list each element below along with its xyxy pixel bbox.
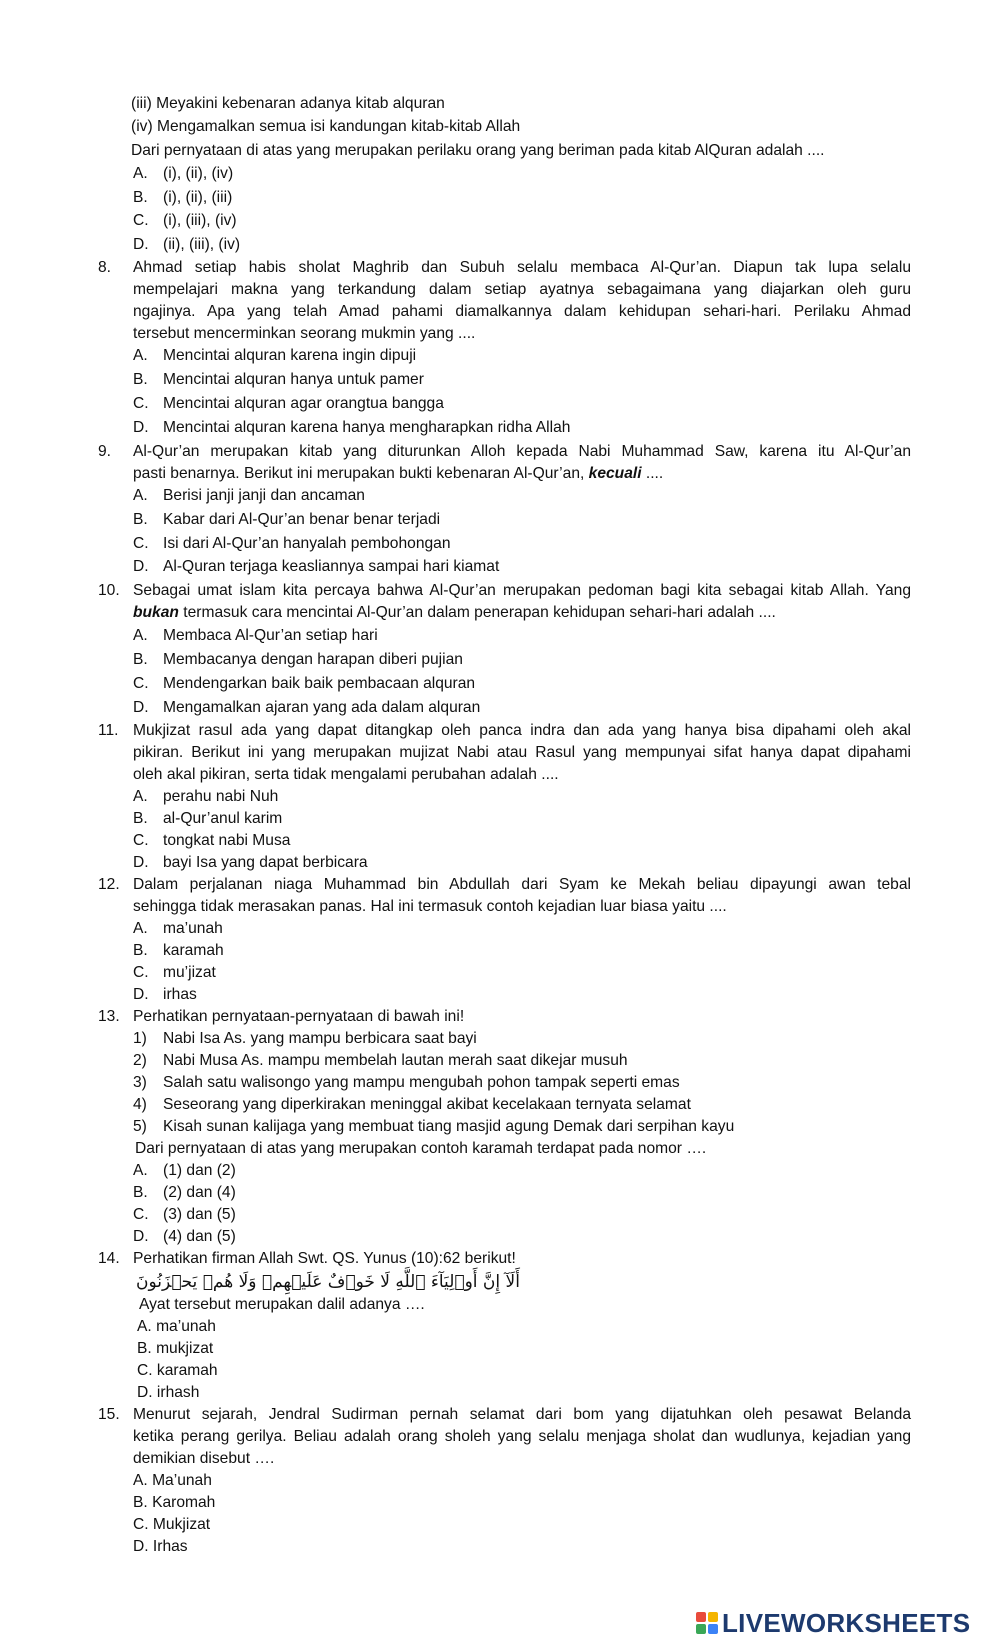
option-text: irhas [163, 986, 197, 1003]
option-d [133, 418, 570, 438]
option-letter: D. [133, 699, 149, 716]
option-text: Mencintai alquran agar orangtua bangga [163, 395, 444, 412]
statement-item [133, 1073, 680, 1093]
option-letter: B. [133, 1184, 148, 1201]
option-c [133, 534, 451, 554]
statement-text: Kisah sunan kalijaga yang membuat tiang masjid agung Demak dari serpihan kayu [163, 1118, 735, 1135]
logo-square [696, 1624, 706, 1634]
arabic-verse: أَلَآ إِنَّ أَوۡلِيَآءَ ٱللَّهِ لَا خَوۡفٌ عَلَيۡهِمۡ وَلَا هُمۡ يَحۡزَنُونَ [136, 1272, 520, 1292]
option-letter: B. [133, 371, 148, 388]
option-letter: B. [133, 189, 148, 206]
option-c [133, 394, 444, 414]
option-text: tongkat nabi Musa [163, 832, 291, 849]
option-c [133, 831, 290, 851]
option-letter: C. [133, 395, 149, 412]
option-text: karamah [163, 942, 224, 959]
statement-text: Nabi Isa As. yang mampu berbicara saat bayi [163, 1030, 477, 1047]
option-text: (3) dan (5) [163, 1206, 236, 1223]
question-number: 9. [98, 443, 112, 460]
option-letter: B. [133, 651, 148, 668]
option-text: Membaca Al-Qur’an setiap hari [163, 627, 378, 644]
question-text-line: Sebagai umat islam kita percaya bahwa Al-Qur’an merupakan pedoman bagi kita sebagai kitab Allah. Yang [133, 582, 911, 599]
option-letter: D. [133, 558, 149, 575]
question-number: 14. [98, 1250, 120, 1267]
logo-square [696, 1612, 706, 1622]
question-text-line: Al-Qur’an merupakan kitab yang diturunkan Alloh kepada Nabi Muhammad Saw, karena itu Al-Qur’an [133, 443, 911, 460]
question-text-line: Dari pernyataan di atas yang merupakan contoh karamah terdapat pada nomor …. [135, 1140, 707, 1157]
option-letter: C. [133, 535, 149, 552]
option-d [133, 1227, 236, 1247]
option-c: C. Mukjizat [133, 1516, 211, 1533]
emphasis-word: kecuali [588, 465, 642, 482]
option-text: bayi Isa yang dapat berbicara [163, 854, 368, 871]
option-text: Mencintai alquran karena hanya mengharapkan ridha Allah [163, 419, 571, 436]
question-text-line: Ahmad setiap habis sholat Maghrib dan Subuh selalu membaca Al-Qur’an. Diapun tak lupa selalu [133, 259, 911, 276]
option-letter: A. [133, 165, 148, 182]
option-letter: C. [133, 964, 149, 981]
question-text-line: sehingga tidak merasakan panas. Hal ini termasuk contoh kejadian luar biasa yaitu .... [133, 898, 727, 915]
option-b [133, 188, 232, 208]
option-letter: B. [133, 942, 148, 959]
option-text: (i), (ii), (iii) [163, 189, 233, 206]
option-letter: B. [133, 810, 148, 827]
question-text-line: Mukjizat rasul ada yang dapat ditangkap oleh panca indra dan ada yang hanya bisa dipahami oleh akal [133, 722, 911, 739]
option-d [133, 235, 240, 255]
text-run: termasuk cara mencintai Al-Qur’an dalam penerapan kehidupan sehari-hari adalah .... [178, 604, 776, 621]
question-text-line: pikiran. Berikut ini yang merupakan mujizat Nabi atau Rasul yang mempunyai sifat hanya dapat dipahami [133, 744, 911, 761]
logo-square [708, 1612, 718, 1622]
option-letter: D. [133, 1228, 149, 1245]
option-d [133, 557, 499, 577]
statement-item [133, 1095, 691, 1115]
statement-item [133, 1117, 734, 1137]
option-text: mu’jizat [163, 964, 216, 981]
option-text: Mencintai alquran karena ingin dipuji [163, 347, 417, 364]
question-number: 11. [98, 722, 119, 739]
option-b [133, 650, 463, 670]
question-text-line [133, 603, 776, 623]
option-c [133, 674, 475, 694]
option-letter: D. [133, 986, 149, 1003]
statement-number: 3) [133, 1074, 147, 1091]
question-stem: Perhatikan firman Allah Swt. QS. Yunus (10):62 berikut! [133, 1250, 516, 1267]
option-b [133, 510, 440, 530]
option-a: A. Ma’unah [133, 1472, 212, 1489]
statement-text: Nabi Musa As. mampu membelah lautan merah saat dikejar musuh [163, 1052, 628, 1069]
question-text-line: mempelajari makna yang terkandung dalam setiap ayatnya sebagaimana yang diajarkan oleh guru [133, 281, 911, 298]
option-c [133, 211, 237, 231]
option-b: B. Karomah [133, 1494, 216, 1511]
option-text: Mencintai alquran hanya untuk pamer [163, 371, 424, 388]
option-letter: A. [133, 347, 148, 364]
option-d: D. irhash [137, 1384, 200, 1401]
statement-number: 2) [133, 1052, 147, 1069]
option-c [133, 1205, 236, 1225]
option-c: C. karamah [137, 1362, 218, 1379]
option-text: Membacanya dengan harapan diberi pujian [163, 651, 463, 668]
option-b [133, 941, 224, 961]
option-a [133, 787, 278, 807]
option-a: A. ma’unah [137, 1318, 216, 1335]
liveworksheets-logo[interactable] [696, 1607, 971, 1638]
option-text: (ii), (iii), (iv) [163, 236, 241, 253]
option-a [133, 1161, 236, 1181]
option-text: al-Qur’anul karim [163, 810, 283, 827]
option-text: Isi dari Al-Qur’an hanyalah pembohongan [163, 535, 451, 552]
option-text: perahu nabi Nuh [163, 788, 279, 805]
question-number: 10. [98, 582, 120, 599]
question-number: 8. [98, 259, 112, 276]
question-text-line: ngajinya. Apa yang telah Amad pahami diamalkannya dalam kehidupan sehari-hari. Perilaku Ahmad [133, 303, 911, 320]
question-stem: Dari pernyataan di atas yang merupakan perilaku orang yang beriman pada kitab AlQuran adalah .... [131, 142, 825, 159]
option-b: B. mukjizat [137, 1340, 214, 1357]
option-d [133, 698, 480, 718]
question-text-line: Dalam perjalanan niaga Muhammad bin Abdullah dari Syam ke Mekah beliau dipayungi awan tebal [133, 876, 911, 893]
text-run: pasti benarnya. Berikut ini merupakan bukti kebenaran Al-Qur’an, [133, 465, 589, 482]
option-text: (2) dan (4) [163, 1184, 236, 1201]
option-text: Mendengarkan baik baik pembacaan alquran [163, 675, 476, 692]
option-text: ma’unah [163, 920, 223, 937]
option-text: Mengamalkan ajaran yang ada dalam alquran [163, 699, 481, 716]
option-a [133, 919, 223, 939]
question-text-line: Menurut sejarah, Jendral Sudirman pernah selamat dari bom yang dijatuhkan oleh pesawat Belanda [133, 1406, 911, 1423]
question-stem: Perhatikan pernyataan-pernyataan di bawah ini! [133, 1008, 465, 1025]
option-d: D. Irhas [133, 1538, 188, 1555]
question-text-line: demikian disebut …. [133, 1450, 275, 1467]
option-a [133, 486, 365, 506]
option-b [133, 1183, 236, 1203]
option-letter: C. [133, 212, 149, 229]
question-text-line: tersebut mencerminkan seorang mukmin yang .... [133, 325, 476, 342]
question-text-line: ketika perang gerilya. Beliau adalah orang sholeh yang selalu menjaga sholat dan wudlunya, kejadian yang [133, 1428, 911, 1445]
logo-square [708, 1624, 718, 1634]
option-text: Berisi janji janji dan ancaman [163, 487, 365, 504]
option-a [133, 626, 378, 646]
option-letter: A. [133, 920, 148, 937]
question-number: 12. [98, 876, 120, 893]
option-letter: C. [133, 832, 149, 849]
option-letter: D. [133, 854, 149, 871]
question-number: 15. [98, 1406, 120, 1423]
option-d [133, 853, 368, 873]
option-a [133, 164, 233, 184]
statement-item [133, 1029, 477, 1049]
statement-item [133, 1051, 628, 1071]
statement-number: 5) [133, 1118, 147, 1135]
question-text-line: Ayat tersebut merupakan dalil adanya …. [139, 1296, 425, 1313]
option-letter: C. [133, 675, 149, 692]
option-text: (4) dan (5) [163, 1228, 236, 1245]
option-d [133, 985, 197, 1005]
question-text-line: oleh akal pikiran, serta tidak mengalami perubahan adalah .... [133, 766, 559, 783]
option-text: Kabar dari Al-Qur’an benar benar terjadi [163, 511, 441, 528]
option-text: (i), (ii), (iv) [163, 165, 234, 182]
statement-iii: (iii) Meyakini kebenaran adanya kitab alquran [131, 95, 445, 112]
option-text: Al-Quran terjaga keasliannya sampai hari kiamat [163, 558, 500, 575]
option-letter: D. [133, 236, 149, 253]
text-run: .... [641, 465, 664, 482]
question-text-line [133, 464, 663, 484]
option-letter: A. [133, 627, 148, 644]
statement-number: 4) [133, 1096, 147, 1113]
statement-iv: (iv) Mengamalkan semua isi kandungan kitab-kitab Allah [131, 118, 521, 135]
option-letter: B. [133, 511, 148, 528]
logo-text: LIVEWORKSHEETS [722, 1607, 971, 1638]
option-letter: A. [133, 487, 148, 504]
statement-text: Salah satu walisongo yang mampu mengubah pohon tampak seperti emas [163, 1074, 680, 1091]
option-b [133, 809, 282, 829]
option-letter: A. [133, 788, 148, 805]
option-letter: D. [133, 419, 149, 436]
option-text: (i), (iii), (iv) [163, 212, 237, 229]
option-letter: C. [133, 1206, 149, 1223]
statement-text: Seseorang yang diperkirakan meninggal akibat kecelakaan ternyata selamat [163, 1096, 691, 1113]
option-text: (1) dan (2) [163, 1162, 236, 1179]
logo-icon [696, 1612, 718, 1634]
option-b [133, 370, 424, 390]
option-c [133, 963, 216, 983]
question-number: 13. [98, 1008, 120, 1025]
emphasis-word: bukan [133, 604, 179, 621]
statement-number: 1) [133, 1030, 147, 1047]
option-a [133, 346, 416, 366]
option-letter: A. [133, 1162, 148, 1179]
